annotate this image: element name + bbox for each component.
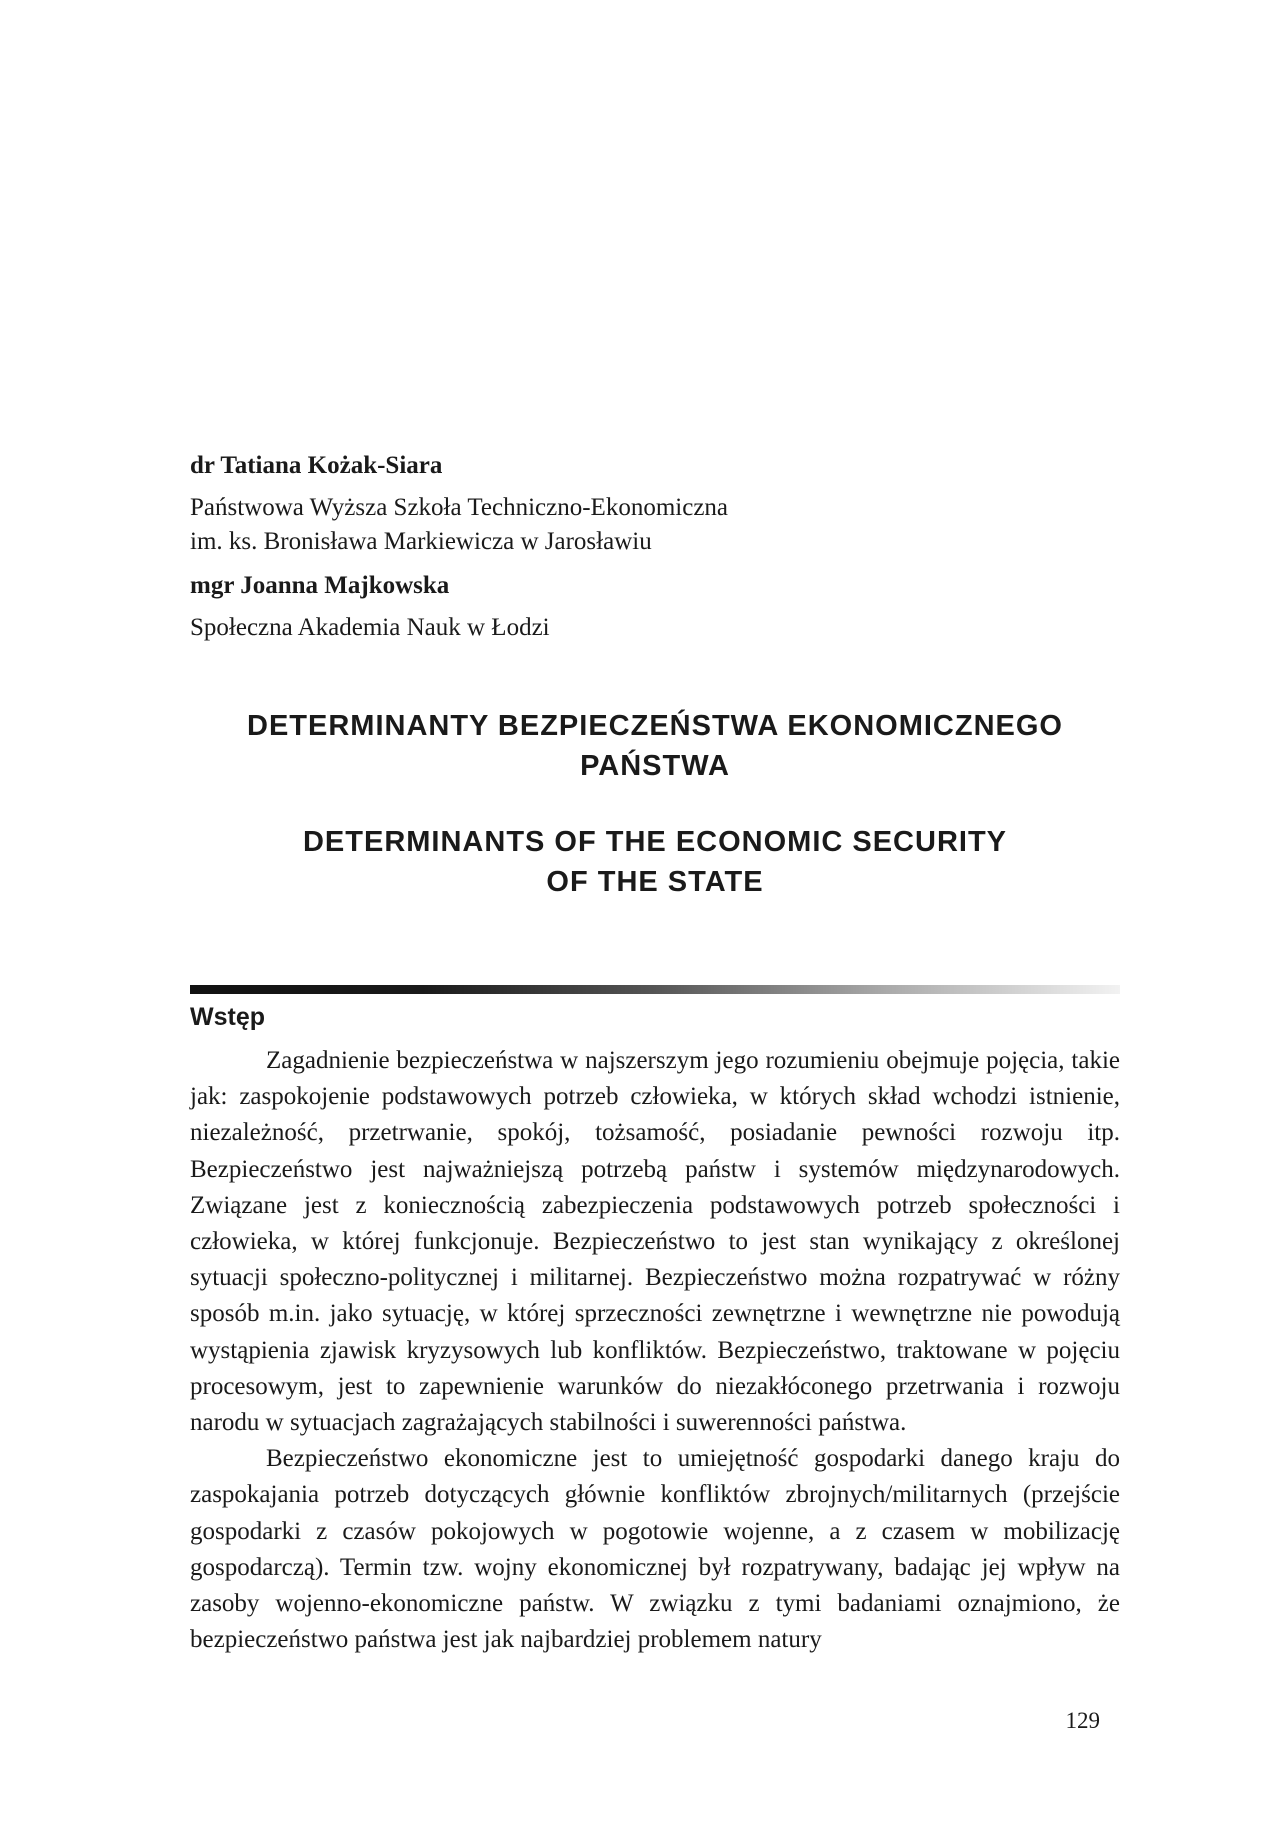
section-heading: Wstęp <box>190 1003 265 1031</box>
paragraph: Bezpieczeństwo ekonomiczne jest to umiejętność gospodarki danego kraju do zaspokajania potrzeb dotyczących głównie konfliktów zbrojnych/militarnych (przejście gospodarki z czasów pokojowych w pogotowie wojenne, a z czasem w mobilizację gospodarczą). Termin tzw. wojny ekonomicznej był rozpatrywany, badając jej wpływ na zasoby wojenno-ekonomiczne państw. W związku z tymi badaniami oznajmiono, że bezpieczeństwo państwa jest jak najbardziej problemem natury <box>190 1445 1120 1654</box>
title-english <box>190 822 1120 902</box>
author-name: mgr Joanna Majkowska <box>190 572 450 599</box>
title-line: OF THE STATE <box>546 866 764 898</box>
author-affiliation <box>190 611 1120 645</box>
article-titles <box>190 706 1120 902</box>
title-line: PAŃSTWA <box>580 750 730 782</box>
body-text <box>190 1043 1120 1658</box>
author-block <box>190 449 1120 655</box>
author-affiliation <box>190 491 1120 559</box>
title-line: DETERMINANTS OF THE ECONOMIC SECURITY <box>302 826 1007 858</box>
title-line: DETERMINANTY BEZPIECZEŃSTWA EKONOMICZNEGO <box>247 710 1063 742</box>
affiliation-line: Społeczna Akademia Nauk w Łodzi <box>190 614 550 641</box>
paragraph: Zagadnienie bezpieczeństwa w najszerszym jego rozumieniu obejmuje pojęcia, takie jak: zaspokojenie podstawowych potrzeb człowieka, w których skład wchodzi istnienie, niezależność, przetrwanie, spokój, tożsamość, posiadanie pewności rozwoju itp. Bezpieczeństwo jest najważniejszą potrzebą państw i systemów międzynarodowych. Związane jest z koniecznością zabezpieczenia podstawowych potrzeb społeczności i człowieka, w której funkcjonuje. Bezpieczeństwo to jest stan wynikający z określonej sytuacji społeczno-politycznej i militarnej. Bezpieczeństwo można rozpatrywać w różny sposób m.in. jako sytuację, w której sprzeczności zewnętrzne i wewnętrzne nie powodują wystąpienia zjawisk kryzysowych lub konfliktów. Bezpieczeństwo, traktowane w pojęciu procesowym, jest to zapewnienie warunków do niezakłóconego przetrwania i rozwoju narodu w sytuacjach zagrażających stabilności i suwerenności państwa. <box>190 1047 1120 1437</box>
title-polish <box>190 706 1120 786</box>
section-divider <box>190 985 1120 994</box>
affiliation-line: im. ks. Bronisława Markiewicza w Jarosławiu <box>190 528 652 555</box>
page-number: 129 <box>1065 1708 1100 1733</box>
affiliation-line: Państwowa Wyższa Szkoła Techniczno-Ekonomiczna <box>190 494 729 521</box>
author-name: dr Tatiana Kożak-Siara <box>190 452 443 479</box>
